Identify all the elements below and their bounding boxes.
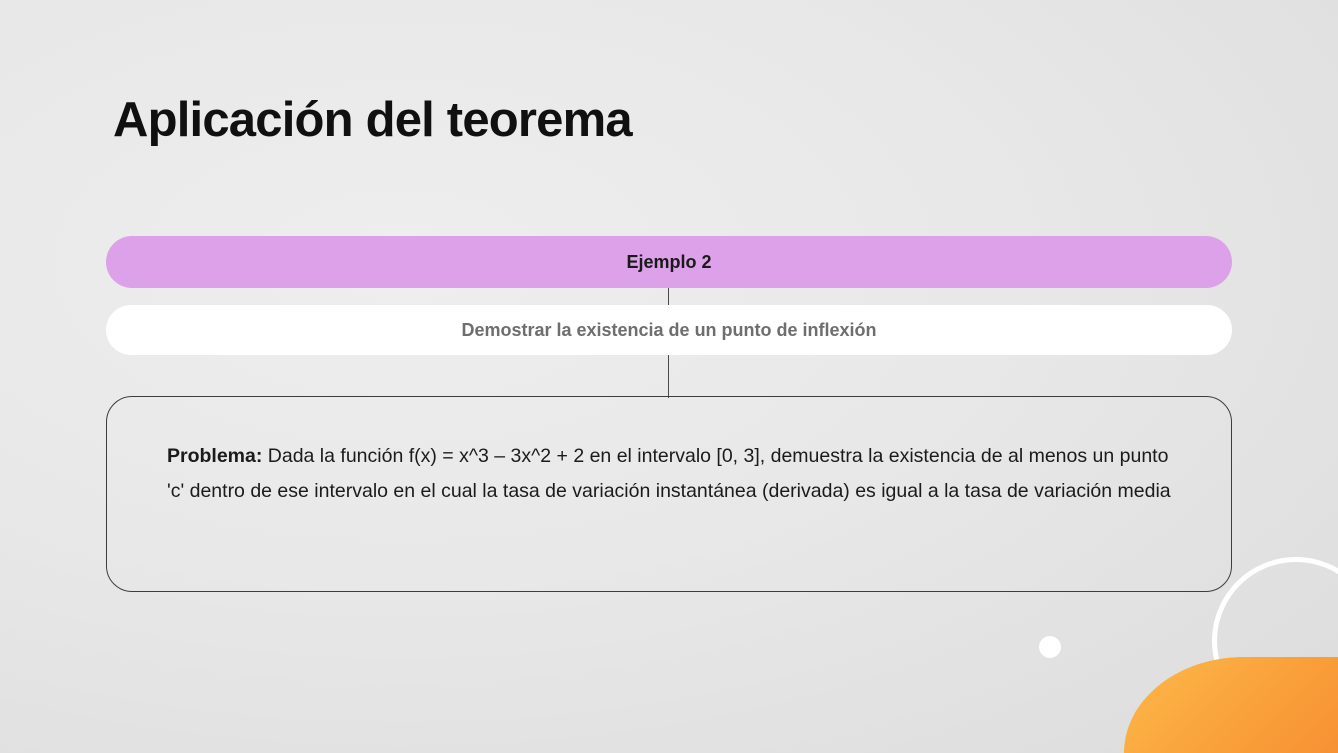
problem-label: Problema: [167,445,263,467]
subtitle-chip [106,305,1232,355]
connector-line-bottom [668,350,669,398]
problem-paragraph [167,439,1177,509]
subtitle-chip-label: Demostrar la existencia de un punto de inflexión [461,319,877,340]
problem-body: Dada la función f(x) = x^3 – 3x^2 + 2 en el intervalo [0, 3], demuestra la existencia de al menos un punto 'c' dentro de ese intervalo en el cual la tasa de variación instantánea (derivada) es igual a la tasa de variación media [167,445,1171,502]
dot-icon [1039,636,1061,658]
problem-box [106,396,1232,592]
page-title: Aplicación del teorema [113,93,632,147]
example-chip [106,236,1232,288]
orange-blob-icon [1124,657,1338,753]
example-chip-label: Ejemplo 2 [626,251,712,272]
